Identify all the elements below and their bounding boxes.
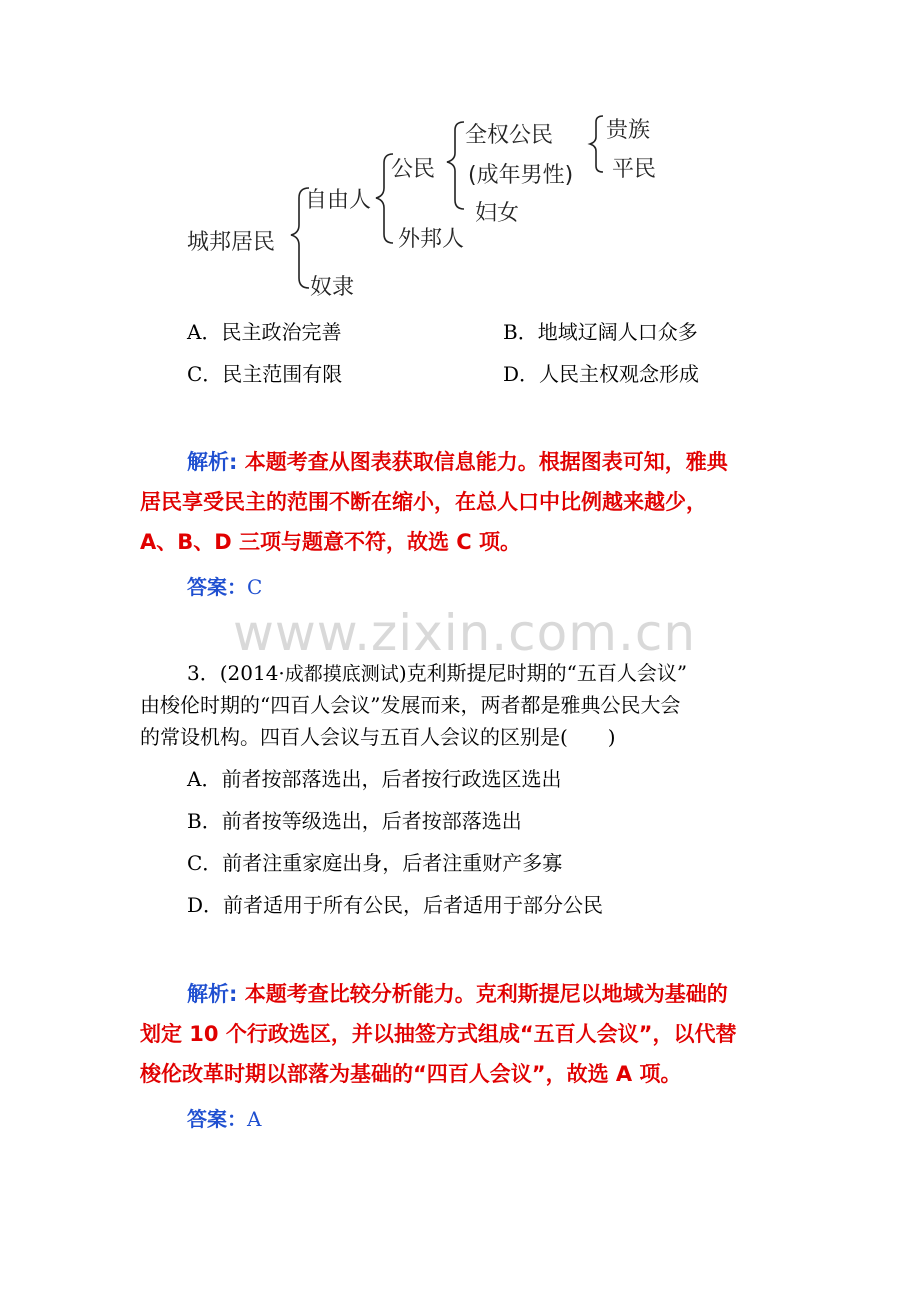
citizenship-diagram (183, 108, 669, 300)
q2-option-a: A．民主政治完善 (187, 320, 342, 344)
explanation-text: 本题考查比较分析能力。克利斯提尼以地域为基础的 (237, 982, 728, 1006)
q3-answer (187, 1103, 261, 1132)
q2-option-d: D．人民主权观念形成 (503, 362, 700, 386)
q3-source: 成都摸底测试 (284, 663, 399, 685)
explanation-tag: 解析: (187, 982, 238, 1006)
label-slaves: 奴隶 (310, 275, 355, 300)
q2-option-b: B．地域辽阔人口众多 (503, 320, 698, 344)
label-city-residents: 城邦居民 (187, 230, 276, 255)
q2-answer (187, 571, 262, 600)
answer-label: 答案： (187, 575, 247, 599)
explanation-text: 本题考查从图表获取信息能力。根据图表可知，雅典 (237, 450, 728, 474)
q3-explanation-line2: 划定 10 个行政选区，并以抽签方式组成“五百人会议”，以代替 (140, 1022, 737, 1046)
q3-option-d: D．前者适用于所有公民，后者适用于部分公民 (187, 893, 604, 917)
watermark: www.zixin.com.cn (233, 604, 697, 662)
brace-full (590, 116, 603, 172)
label-free-people: 自由人 (305, 188, 372, 213)
label-foreigners: 外邦人 (398, 227, 465, 252)
q2-explanation-line1 (187, 446, 728, 476)
label-adult-males: (成年男性) (468, 163, 574, 188)
q3-stem-line3: 的常设机构。四百人会议与五百人会议的区别是( ) (140, 725, 616, 749)
answer-value: A (247, 1107, 262, 1131)
q3-explanation-line1 (187, 978, 728, 1008)
q3-stem-rest: )克利斯提尼时期的“五百人会议” (398, 661, 688, 685)
label-nobles: 贵族 (606, 118, 651, 143)
q2-option-c: C．民主范围有限 (187, 362, 343, 386)
label-citizens: 公民 (391, 157, 436, 182)
q3-stem-line2: 由梭伦时期的“四百人会议”发展而来，两者都是雅典公民大会 (140, 693, 681, 717)
explanation-tag: 解析: (187, 450, 238, 474)
label-full-citizens: 全权公民 (465, 123, 554, 148)
brace-citizens (447, 122, 464, 209)
q2-explanation-line3: A、B、D 三项与题意不符，故选 C 项。 (140, 530, 522, 554)
label-women: 妇女 (475, 201, 520, 226)
q3-stem-line1 (187, 657, 687, 686)
q3-option-a: A．前者按部落选出，后者按行政选区选出 (187, 767, 562, 791)
label-commoners: 平民 (612, 157, 657, 182)
answer-value: C (247, 575, 263, 599)
diagram-braces (183, 108, 669, 300)
q2-explanation-line2: 居民享受民主的范围不断在缩小，在总人口中比例越来越少， (140, 490, 707, 514)
q3-explanation-line3: 梭伦改革时期以部落为基础的“四百人会议”，故选 A 项。 (140, 1062, 682, 1086)
q3-number: 3．(2014· (187, 661, 285, 685)
q3-option-c: C．前者注重家庭出身，后者注重财产多寡 (187, 851, 563, 875)
q3-option-b: B．前者按等级选出，后者按部落选出 (187, 809, 522, 833)
answer-label: 答案： (187, 1107, 247, 1131)
